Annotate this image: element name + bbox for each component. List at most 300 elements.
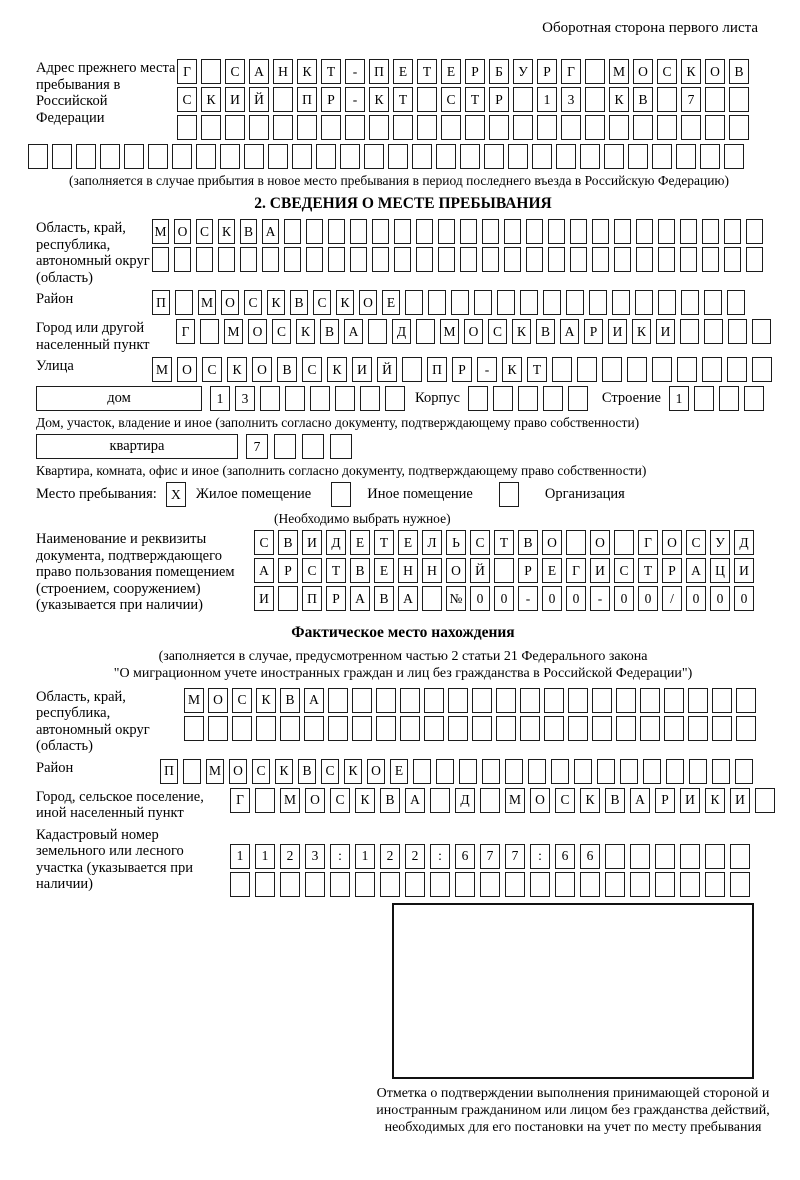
char-box[interactable] — [328, 688, 348, 713]
char-box[interactable]: 1 — [230, 844, 250, 869]
char-box[interactable] — [388, 144, 408, 169]
char-box[interactable]: 7 — [480, 844, 500, 869]
char-box[interactable]: Г — [561, 59, 581, 84]
char-box[interactable] — [430, 872, 450, 897]
char-box[interactable] — [352, 716, 372, 741]
char-box[interactable] — [249, 115, 269, 140]
char-box[interactable] — [284, 219, 301, 244]
char-box[interactable] — [744, 386, 764, 411]
char-box[interactable]: М — [505, 788, 525, 813]
char-box[interactable] — [537, 115, 557, 140]
char-box[interactable]: А — [405, 788, 425, 813]
char-box[interactable] — [735, 759, 753, 784]
char-box[interactable] — [124, 144, 144, 169]
char-box[interactable] — [256, 716, 276, 741]
char-box[interactable]: О — [177, 357, 197, 382]
char-box[interactable] — [385, 386, 405, 411]
char-box[interactable] — [597, 759, 615, 784]
char-box[interactable] — [652, 144, 672, 169]
char-box[interactable] — [402, 357, 422, 382]
char-box[interactable] — [677, 357, 697, 382]
char-box[interactable] — [412, 144, 432, 169]
char-box[interactable] — [422, 586, 442, 611]
char-box[interactable] — [585, 59, 605, 84]
char-box[interactable] — [620, 759, 638, 784]
char-box[interactable]: О — [252, 357, 272, 382]
char-box[interactable]: В — [729, 59, 749, 84]
char-box[interactable] — [655, 872, 675, 897]
char-box[interactable] — [614, 530, 634, 555]
char-box[interactable]: 0 — [638, 586, 658, 611]
char-box[interactable] — [736, 716, 756, 741]
char-box[interactable] — [543, 290, 561, 315]
char-box[interactable]: И — [225, 87, 245, 112]
char-box[interactable] — [484, 144, 504, 169]
char-box[interactable] — [292, 144, 312, 169]
char-box[interactable] — [712, 716, 732, 741]
char-box[interactable] — [230, 872, 250, 897]
char-box[interactable]: 0 — [470, 586, 490, 611]
char-box[interactable] — [666, 759, 684, 784]
char-box[interactable] — [328, 247, 345, 272]
char-box[interactable]: О — [542, 530, 562, 555]
char-box[interactable]: Д — [734, 530, 754, 555]
char-box[interactable]: 0 — [686, 586, 706, 611]
char-box[interactable] — [752, 319, 771, 344]
char-box[interactable] — [658, 290, 676, 315]
char-box[interactable]: И — [352, 357, 372, 382]
char-box[interactable]: К — [256, 688, 276, 713]
char-box[interactable]: 6 — [580, 844, 600, 869]
char-box[interactable] — [280, 872, 300, 897]
char-box[interactable] — [676, 144, 696, 169]
char-box[interactable]: Й — [249, 87, 269, 112]
char-box[interactable] — [364, 144, 384, 169]
char-box[interactable]: И — [590, 558, 610, 583]
char-box[interactable] — [273, 87, 293, 112]
char-box[interactable]: Ь — [446, 530, 466, 555]
char-box[interactable] — [532, 144, 552, 169]
char-box[interactable] — [551, 759, 569, 784]
char-box[interactable] — [183, 759, 201, 784]
char-box[interactable] — [393, 115, 413, 140]
char-box[interactable]: В — [290, 290, 308, 315]
char-box[interactable]: С — [302, 558, 322, 583]
char-box[interactable] — [574, 759, 592, 784]
char-box[interactable] — [394, 219, 411, 244]
char-box[interactable]: В — [277, 357, 297, 382]
char-box[interactable] — [262, 247, 279, 272]
char-box[interactable]: 3 — [561, 87, 581, 112]
char-box[interactable] — [552, 357, 572, 382]
char-box[interactable] — [174, 247, 191, 272]
char-box[interactable] — [688, 688, 708, 713]
char-box[interactable]: - — [518, 586, 538, 611]
char-box[interactable] — [306, 219, 323, 244]
char-box[interactable] — [489, 115, 509, 140]
char-box[interactable]: К — [336, 290, 354, 315]
char-box[interactable] — [548, 219, 565, 244]
char-box[interactable] — [589, 290, 607, 315]
char-box[interactable] — [413, 759, 431, 784]
char-box[interactable]: К — [297, 59, 317, 84]
char-box[interactable] — [255, 872, 275, 897]
char-box[interactable]: Р — [326, 586, 346, 611]
char-box[interactable]: К — [580, 788, 600, 813]
char-box[interactable] — [482, 219, 499, 244]
char-box[interactable] — [240, 247, 257, 272]
char-box[interactable] — [508, 144, 528, 169]
char-box[interactable]: К — [227, 357, 247, 382]
char-box[interactable] — [451, 290, 469, 315]
char-box[interactable] — [472, 716, 492, 741]
char-box[interactable] — [640, 716, 660, 741]
char-box[interactable]: П — [302, 586, 322, 611]
char-box[interactable]: М — [198, 290, 216, 315]
char-box[interactable] — [729, 115, 749, 140]
char-box[interactable] — [460, 247, 477, 272]
char-box[interactable] — [175, 290, 193, 315]
char-box[interactable] — [566, 530, 586, 555]
char-box[interactable]: С — [657, 59, 677, 84]
char-box[interactable]: Р — [584, 319, 603, 344]
char-box[interactable] — [472, 688, 492, 713]
char-box[interactable]: Т — [465, 87, 485, 112]
char-box[interactable] — [310, 386, 330, 411]
char-box[interactable] — [616, 716, 636, 741]
char-box[interactable]: М — [609, 59, 629, 84]
char-box[interactable] — [438, 219, 455, 244]
char-box[interactable]: 7 — [681, 87, 701, 112]
char-box[interactable] — [705, 844, 725, 869]
char-box[interactable] — [700, 144, 720, 169]
char-box[interactable]: И — [656, 319, 675, 344]
char-box[interactable] — [28, 144, 48, 169]
char-box[interactable] — [268, 144, 288, 169]
char-box[interactable] — [513, 87, 533, 112]
char-box[interactable]: С — [614, 558, 634, 583]
char-box[interactable] — [460, 219, 477, 244]
char-box[interactable] — [200, 319, 219, 344]
char-box[interactable]: А — [686, 558, 706, 583]
char-box[interactable]: А — [350, 586, 370, 611]
char-box[interactable]: О — [662, 530, 682, 555]
char-box[interactable]: 6 — [555, 844, 575, 869]
char-box[interactable]: 1 — [355, 844, 375, 869]
char-box[interactable]: А — [262, 219, 279, 244]
char-box[interactable] — [504, 219, 521, 244]
char-box[interactable] — [752, 357, 772, 382]
char-box[interactable] — [232, 716, 252, 741]
char-box[interactable] — [482, 247, 499, 272]
char-box[interactable] — [328, 716, 348, 741]
char-box[interactable]: В — [278, 530, 298, 555]
char-box[interactable]: / — [662, 586, 682, 611]
char-box[interactable]: С — [330, 788, 350, 813]
char-box[interactable]: К — [267, 290, 285, 315]
char-box[interactable] — [520, 716, 540, 741]
char-box[interactable]: С — [177, 87, 197, 112]
char-box[interactable] — [304, 716, 324, 741]
char-box[interactable]: С — [232, 688, 252, 713]
char-box[interactable] — [274, 434, 296, 459]
char-box[interactable]: Г — [638, 530, 658, 555]
char-box[interactable] — [460, 144, 480, 169]
char-box[interactable]: О — [174, 219, 191, 244]
char-box[interactable] — [376, 716, 396, 741]
char-box[interactable]: К — [327, 357, 347, 382]
char-box[interactable] — [505, 759, 523, 784]
char-box[interactable]: О — [359, 290, 377, 315]
char-box[interactable] — [148, 144, 168, 169]
char-box[interactable]: Р — [537, 59, 557, 84]
checkbox-organization[interactable] — [499, 482, 519, 507]
char-box[interactable] — [424, 688, 444, 713]
char-box[interactable] — [609, 115, 629, 140]
char-box[interactable]: - — [345, 87, 365, 112]
char-box[interactable]: 2 — [280, 844, 300, 869]
char-box[interactable] — [493, 386, 513, 411]
char-box[interactable] — [394, 247, 411, 272]
char-box[interactable] — [681, 290, 699, 315]
char-box[interactable]: В — [633, 87, 653, 112]
char-box[interactable] — [664, 716, 684, 741]
char-box[interactable]: Т — [393, 87, 413, 112]
char-box[interactable]: 1 — [210, 386, 230, 411]
char-box[interactable] — [441, 115, 461, 140]
char-box[interactable] — [640, 688, 660, 713]
char-box[interactable] — [400, 716, 420, 741]
char-box[interactable] — [636, 219, 653, 244]
char-box[interactable] — [530, 872, 550, 897]
char-box[interactable]: Т — [527, 357, 547, 382]
char-box[interactable] — [417, 87, 437, 112]
char-box[interactable] — [616, 688, 636, 713]
char-box[interactable] — [658, 247, 675, 272]
char-box[interactable]: О — [248, 319, 267, 344]
char-box[interactable]: Т — [638, 558, 658, 583]
apartment-type-box[interactable]: квартира — [36, 434, 238, 459]
char-box[interactable] — [528, 759, 546, 784]
char-box[interactable] — [520, 290, 538, 315]
char-box[interactable]: Р — [518, 558, 538, 583]
char-box[interactable]: У — [710, 530, 730, 555]
char-box[interactable]: И — [608, 319, 627, 344]
char-box[interactable]: К — [218, 219, 235, 244]
char-box[interactable] — [630, 844, 650, 869]
char-box[interactable] — [518, 386, 538, 411]
char-box[interactable] — [76, 144, 96, 169]
char-box[interactable] — [561, 115, 581, 140]
char-box[interactable]: Е — [350, 530, 370, 555]
char-box[interactable]: М — [224, 319, 243, 344]
char-box[interactable] — [504, 247, 521, 272]
char-box[interactable]: Н — [398, 558, 418, 583]
char-box[interactable] — [657, 115, 677, 140]
char-box[interactable]: М — [152, 219, 169, 244]
char-box[interactable]: У — [513, 59, 533, 84]
char-box[interactable]: : — [430, 844, 450, 869]
char-box[interactable] — [273, 115, 293, 140]
char-box[interactable] — [306, 247, 323, 272]
char-box[interactable] — [482, 759, 500, 784]
char-box[interactable]: К — [201, 87, 221, 112]
char-box[interactable] — [480, 872, 500, 897]
char-box[interactable]: Р — [278, 558, 298, 583]
char-box[interactable] — [548, 247, 565, 272]
char-box[interactable]: К — [344, 759, 362, 784]
char-box[interactable]: 0 — [614, 586, 634, 611]
char-box[interactable]: Н — [422, 558, 442, 583]
char-box[interactable] — [520, 688, 540, 713]
char-box[interactable] — [655, 844, 675, 869]
char-box[interactable] — [570, 247, 587, 272]
char-box[interactable] — [592, 688, 612, 713]
char-box[interactable] — [585, 115, 605, 140]
char-box[interactable]: С — [488, 319, 507, 344]
char-box[interactable] — [727, 290, 745, 315]
char-box[interactable] — [285, 386, 305, 411]
char-box[interactable] — [428, 290, 446, 315]
char-box[interactable]: А — [304, 688, 324, 713]
char-box[interactable]: С — [252, 759, 270, 784]
char-box[interactable]: Т — [417, 59, 437, 84]
char-box[interactable]: Б — [489, 59, 509, 84]
house-type-box[interactable]: дом — [36, 386, 202, 411]
char-box[interactable]: В — [298, 759, 316, 784]
char-box[interactable]: В — [280, 688, 300, 713]
char-box[interactable]: О — [633, 59, 653, 84]
char-box[interactable]: А — [344, 319, 363, 344]
char-box[interactable]: Й — [377, 357, 397, 382]
char-box[interactable] — [543, 386, 563, 411]
char-box[interactable]: К — [355, 788, 375, 813]
char-box[interactable] — [746, 247, 763, 272]
char-box[interactable]: Т — [321, 59, 341, 84]
char-box[interactable]: И — [254, 586, 274, 611]
char-box[interactable] — [570, 219, 587, 244]
char-box[interactable]: О — [530, 788, 550, 813]
char-box[interactable]: С — [441, 87, 461, 112]
char-box[interactable] — [566, 290, 584, 315]
char-box[interactable]: М — [206, 759, 224, 784]
char-box[interactable] — [436, 759, 454, 784]
char-box[interactable] — [459, 759, 477, 784]
char-box[interactable] — [350, 247, 367, 272]
char-box[interactable]: Р — [452, 357, 472, 382]
char-box[interactable] — [755, 788, 775, 813]
char-box[interactable] — [688, 716, 708, 741]
char-box[interactable] — [702, 357, 722, 382]
char-box[interactable] — [585, 87, 605, 112]
char-box[interactable]: С — [302, 357, 322, 382]
char-box[interactable] — [612, 290, 630, 315]
char-box[interactable] — [284, 247, 301, 272]
char-box[interactable] — [328, 219, 345, 244]
char-box[interactable]: К — [705, 788, 725, 813]
char-box[interactable]: Е — [393, 59, 413, 84]
char-box[interactable] — [719, 386, 739, 411]
char-box[interactable]: 0 — [710, 586, 730, 611]
char-box[interactable]: 6 — [455, 844, 475, 869]
char-box[interactable]: П — [160, 759, 178, 784]
char-box[interactable]: 2 — [380, 844, 400, 869]
char-box[interactable] — [177, 115, 197, 140]
char-box[interactable] — [405, 290, 423, 315]
char-box[interactable] — [455, 872, 475, 897]
char-box[interactable]: А — [249, 59, 269, 84]
char-box[interactable] — [184, 716, 204, 741]
char-box[interactable]: К — [275, 759, 293, 784]
char-box[interactable] — [568, 716, 588, 741]
checkbox-other-premises[interactable] — [331, 482, 351, 507]
char-box[interactable] — [368, 319, 387, 344]
char-box[interactable] — [592, 716, 612, 741]
char-box[interactable] — [400, 688, 420, 713]
char-box[interactable] — [496, 688, 516, 713]
char-box[interactable]: Г — [177, 59, 197, 84]
char-box[interactable] — [702, 247, 719, 272]
char-box[interactable]: № — [446, 586, 466, 611]
char-box[interactable]: С — [202, 357, 222, 382]
char-box[interactable] — [652, 357, 672, 382]
char-box[interactable] — [255, 788, 275, 813]
char-box[interactable]: 1 — [669, 386, 689, 411]
char-box[interactable] — [468, 386, 488, 411]
char-box[interactable]: Г — [176, 319, 195, 344]
char-box[interactable] — [724, 144, 744, 169]
char-box[interactable]: Г — [566, 558, 586, 583]
char-box[interactable] — [657, 87, 677, 112]
char-box[interactable]: О — [305, 788, 325, 813]
char-box[interactable] — [704, 319, 723, 344]
char-box[interactable]: 0 — [566, 586, 586, 611]
char-box[interactable]: М — [152, 357, 172, 382]
char-box[interactable]: 3 — [235, 386, 255, 411]
char-box[interactable]: Е — [398, 530, 418, 555]
char-box[interactable] — [614, 247, 631, 272]
char-box[interactable]: М — [184, 688, 204, 713]
char-box[interactable] — [405, 872, 425, 897]
char-box[interactable] — [568, 688, 588, 713]
char-box[interactable]: 3 — [305, 844, 325, 869]
char-box[interactable] — [704, 290, 722, 315]
char-box[interactable] — [577, 357, 597, 382]
char-box[interactable] — [664, 688, 684, 713]
char-box[interactable] — [727, 357, 747, 382]
char-box[interactable]: М — [280, 788, 300, 813]
char-box[interactable] — [658, 219, 675, 244]
char-box[interactable]: 7 — [246, 434, 268, 459]
char-box[interactable] — [172, 144, 192, 169]
char-box[interactable] — [724, 247, 741, 272]
char-box[interactable] — [340, 144, 360, 169]
char-box[interactable]: Т — [374, 530, 394, 555]
char-box[interactable]: О — [464, 319, 483, 344]
char-box[interactable]: Й — [470, 558, 490, 583]
char-box[interactable] — [505, 872, 525, 897]
char-box[interactable]: 1 — [255, 844, 275, 869]
checkbox-residential[interactable]: X — [166, 482, 186, 507]
char-box[interactable]: Н — [273, 59, 293, 84]
char-box[interactable] — [526, 219, 543, 244]
char-box[interactable]: Е — [374, 558, 394, 583]
char-box[interactable] — [218, 247, 235, 272]
char-box[interactable]: Т — [494, 530, 514, 555]
char-box[interactable] — [280, 716, 300, 741]
char-box[interactable]: 2 — [405, 844, 425, 869]
char-box[interactable] — [526, 247, 543, 272]
